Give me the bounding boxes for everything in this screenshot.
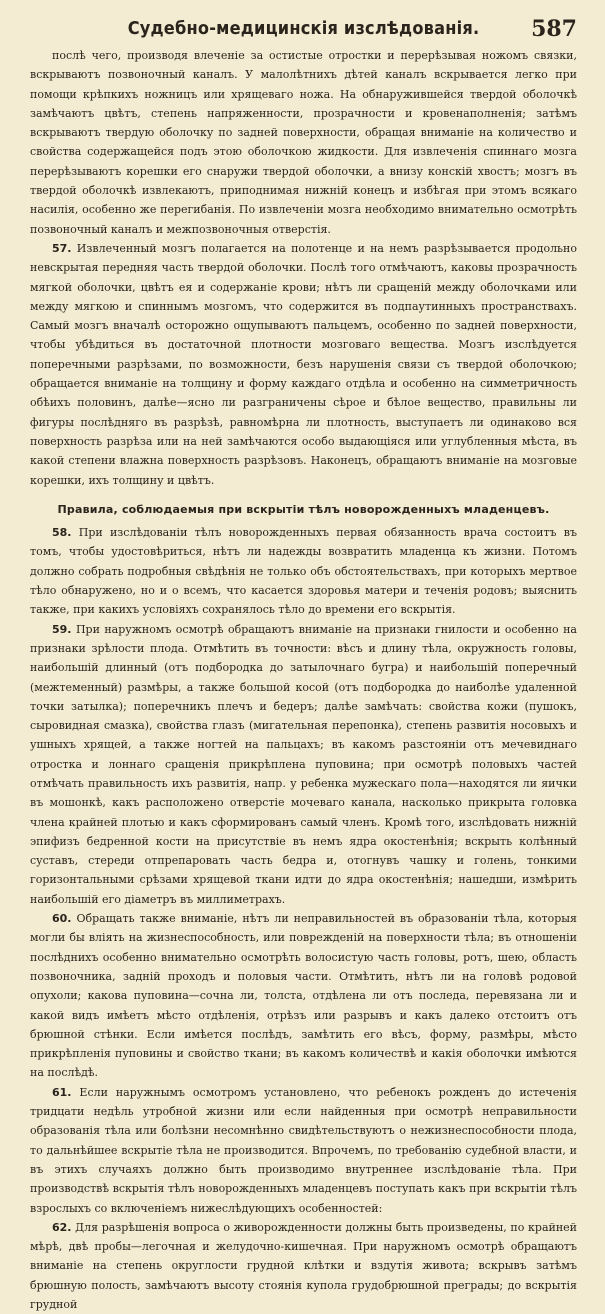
paragraph-text: При изслѣдованіи тѣлъ новорожденныхъ первая обязанность врача состоитъ въ томъ, чтобы удостовѣриться, нѣтъ ли надежды возвратить младенца къ жизни. Потомъ должно собрать подробныя свѣдѣнія не только объ обстоятельствахъ, при которыхъ мертвое тѣло обнаружено, но и о всемъ, что касается здоровья матери и теченія родовъ; выяснить также, при какихъ условіяхъ сохранялось тѣло до времени его вскрытія. bbox=[30, 526, 577, 617]
paragraph-text: Если наружнымъ осмотромъ установлено, что ребенокъ рожденъ до истеченія тридцати недѣль утробной жизни или если найденныя при осмотрѣ неправильности образованія тѣла или болѣзни несомнѣнно свидѣтельствуютъ о нежизнеспособности плода, то дальнѣйшее вскрытіе тѣла не производится. Впрочемъ, по требованію судебной власти, и въ этихъ случаяхъ должно быть производимо внутреннее изслѣдованіе тѣла. При производствѣ вскрытія тѣлъ новорожденныхъ младенцевъ поступать какъ при вскрытіи тѣлъ взрослыхъ со включеніемъ нижеслѣдующихъ особенностей: bbox=[30, 1085, 577, 1215]
paragraph bbox=[30, 523, 577, 619]
paragraph bbox=[30, 46, 577, 239]
running-title: Судебно-медицинскія изслѣдованія. bbox=[127, 18, 480, 39]
paragraph bbox=[30, 1218, 577, 1314]
page-number: 587 bbox=[531, 16, 577, 42]
paragraph bbox=[30, 239, 577, 490]
paragraph-number: 57. bbox=[52, 241, 72, 255]
page-header bbox=[30, 16, 577, 46]
paragraph-text: Извлеченный мозгъ полагается на полотенце и на немъ разрѣзывается продольно невскрытая передняя часть твердой оболочки. Послѣ того отмѣчаютъ, каковы прозрачность мягкой оболочки, цвѣтъ ея и содержаніе крови; нѣтъ ли сращеній между оболочками или между мягкою и спиннымъ мозгомъ, что содержится въ подпаутинныхъ пространствахъ. Самый мозгъ вначалѣ осторожно ощупываютъ пальцемъ, особенно по задней поверхности, чтобы убѣдиться въ достаточной плотности мозговаго вещества. Мозгъ изслѣдуется поперечными разрѣзами, по возможности, безъ нарушенія связи съ твердой оболочкою; обращается вниманіе на толщину и форму каждаго отдѣла и особенно на симметричность обѣихъ половинъ, далѣе—ясно ли разграничены сѣрое и бѣлое вещество, правильны ли фигуры послѣдняго въ разрѣзѣ, равномѣрна ли плотность, выступаетъ ли одинаково вся поверхность разрѣза или на ней замѣчаются особо выдающіяся или углубленныя мѣста, въ какой степени влажна поверхность разрѣзовъ. Наконецъ, обращаютъ вниманіе на мозговые корешки, ихъ толщину и цвѣтъ. bbox=[30, 241, 578, 487]
page-body bbox=[30, 46, 577, 1314]
paragraph-text: Обращать также вниманіе, нѣтъ ли неправильностей въ образованіи тѣла, которыя могли бы вліять на жизнеспособность, или поврежденій на поверхности тѣла; въ отношеніи послѣднихъ особенно внимательно осмотрѣть волосистую часть головы, ротъ, шею, область позвоночника, задній проходъ и половыя части. Отмѣтить, нѣтъ ли на головѣ родовой опухоли; какова пуповина—сочна ли, толста, отдѣлена ли отъ последа, перевязана ли и какой видъ имѣетъ мѣсто отдѣленія, отрѣзъ или разрывъ и какъ далеко отстоитъ отъ брюшной стѣнки. Если имѣется послѣдъ, замѣтить его вѣсъ, форму, размѣры, мѣсто прикрѣпленія пуповины и свойство ткани; въ какомъ количествѣ и какія оболочки имѣются на послѣдѣ. bbox=[30, 912, 577, 1080]
paragraph-text: При наружномъ осмотрѣ обращаютъ вниманіе на признаки гнилости и особенно на признаки зрѣлости плода. Отмѣтить въ точности: вѣсъ и длину тѣла, окружность головы, наибольшій длинный (отъ подбородка до затылочнаго бугра) и наибольшій поперечный (межтеменный) размѣры, а также большой косой (отъ подбородка до наиболѣе удаленной точки затылка); поперечникъ плечъ и бедеръ; далѣе замѣчать: свойства кожи (пушокъ, сыровидная смазка), свойства глазъ (мигательная перепонка), степень развитія носовыхъ и ушныхъ хрящей, а также ногтей на пальцахъ; въ какомъ разстояніи отъ мечевиднаго отростка и лоннаго сращенія прикрѣплена пуповина; при осмотрѣ половыхъ частей отмѣчать правильность ихъ развитія, напр. у ребенка мужескаго пола—находятся ли яички въ мошонкѣ, какъ расположено отверстіе мочеваго канала, насколько прикрыта головка члена крайней плотью и какъ сформированъ самый членъ. Кромѣ того, изслѣдовать нижній эпифизъ бедренной кости на присутствіе въ немъ ядра окостенѣнія; вскрыть колѣнный суставъ, стереди отпрепаровать часть бедра и, отогнувъ чашку и голень, тонкими горизонтальными срѣзами хрящевой ткани идти до ядра окостенѣнія; нашедши, измѣрить наибольшій его діаметръ въ миллиметрахъ. bbox=[30, 622, 577, 906]
paragraph-text: послѣ чего, производя влеченіе за остистые отростки и перерѣзывая ножомъ связки, вскрываютъ позвоночный каналъ. У малолѣтнихъ дѣтей каналъ вскрывается легко при помощи крѣпкихъ ножницъ или хрящеваго ножа. На обнаружившейся твердой оболочкѣ замѣчаютъ цвѣтъ, степень напряженности, прозрачности и кровенаполненія; затѣмъ вскрываютъ твердую оболочку по задней поверхности, обращая вниманіе на количество и свойства содержащейся подъ этою оболочкою жидкости. Для извлеченія спиннаго мозга перерѣзываютъ корешки его снаружи твердой оболочки, а внизу конскій хвостъ; мозгъ въ твердой оболочкѣ извлекаютъ, приподнимая нижній конецъ и избѣгая при этомъ всякаго насилія, особенно же перегибанія. По извлеченіи мозга необходимо внимательно осмотрѣть позвоночный каналъ и межпозвоночныя отверстія. bbox=[30, 49, 577, 236]
section-heading: Правила, соблюдаемыя при вскрытіи тѣлъ новорожденныхъ младенцевъ. bbox=[57, 502, 550, 516]
paragraph bbox=[30, 1083, 577, 1218]
paragraph-number: 61. bbox=[52, 1085, 72, 1099]
paragraph-text: Для разрѣшенія вопроса о живорожденности должны быть произведены, по крайней мѣрѣ, двѣ пробы—легочная и желудочно-кишечная. При наружномъ осмотрѣ обращаютъ вниманіе на степень округлости грудной клѣтки и вздутія живота; вскрывъ затѣмъ брюшную полость, замѣчаютъ высоту стоянія купола грудобрюшной преграды; до вскрытія грудной bbox=[30, 1220, 578, 1311]
paragraph bbox=[30, 620, 577, 909]
paragraph-number: 58. bbox=[52, 526, 72, 540]
paragraph-number: 60. bbox=[52, 912, 72, 926]
paragraph-number: 62. bbox=[52, 1220, 72, 1234]
paragraph-number: 59. bbox=[52, 622, 72, 636]
paragraph bbox=[30, 909, 577, 1083]
